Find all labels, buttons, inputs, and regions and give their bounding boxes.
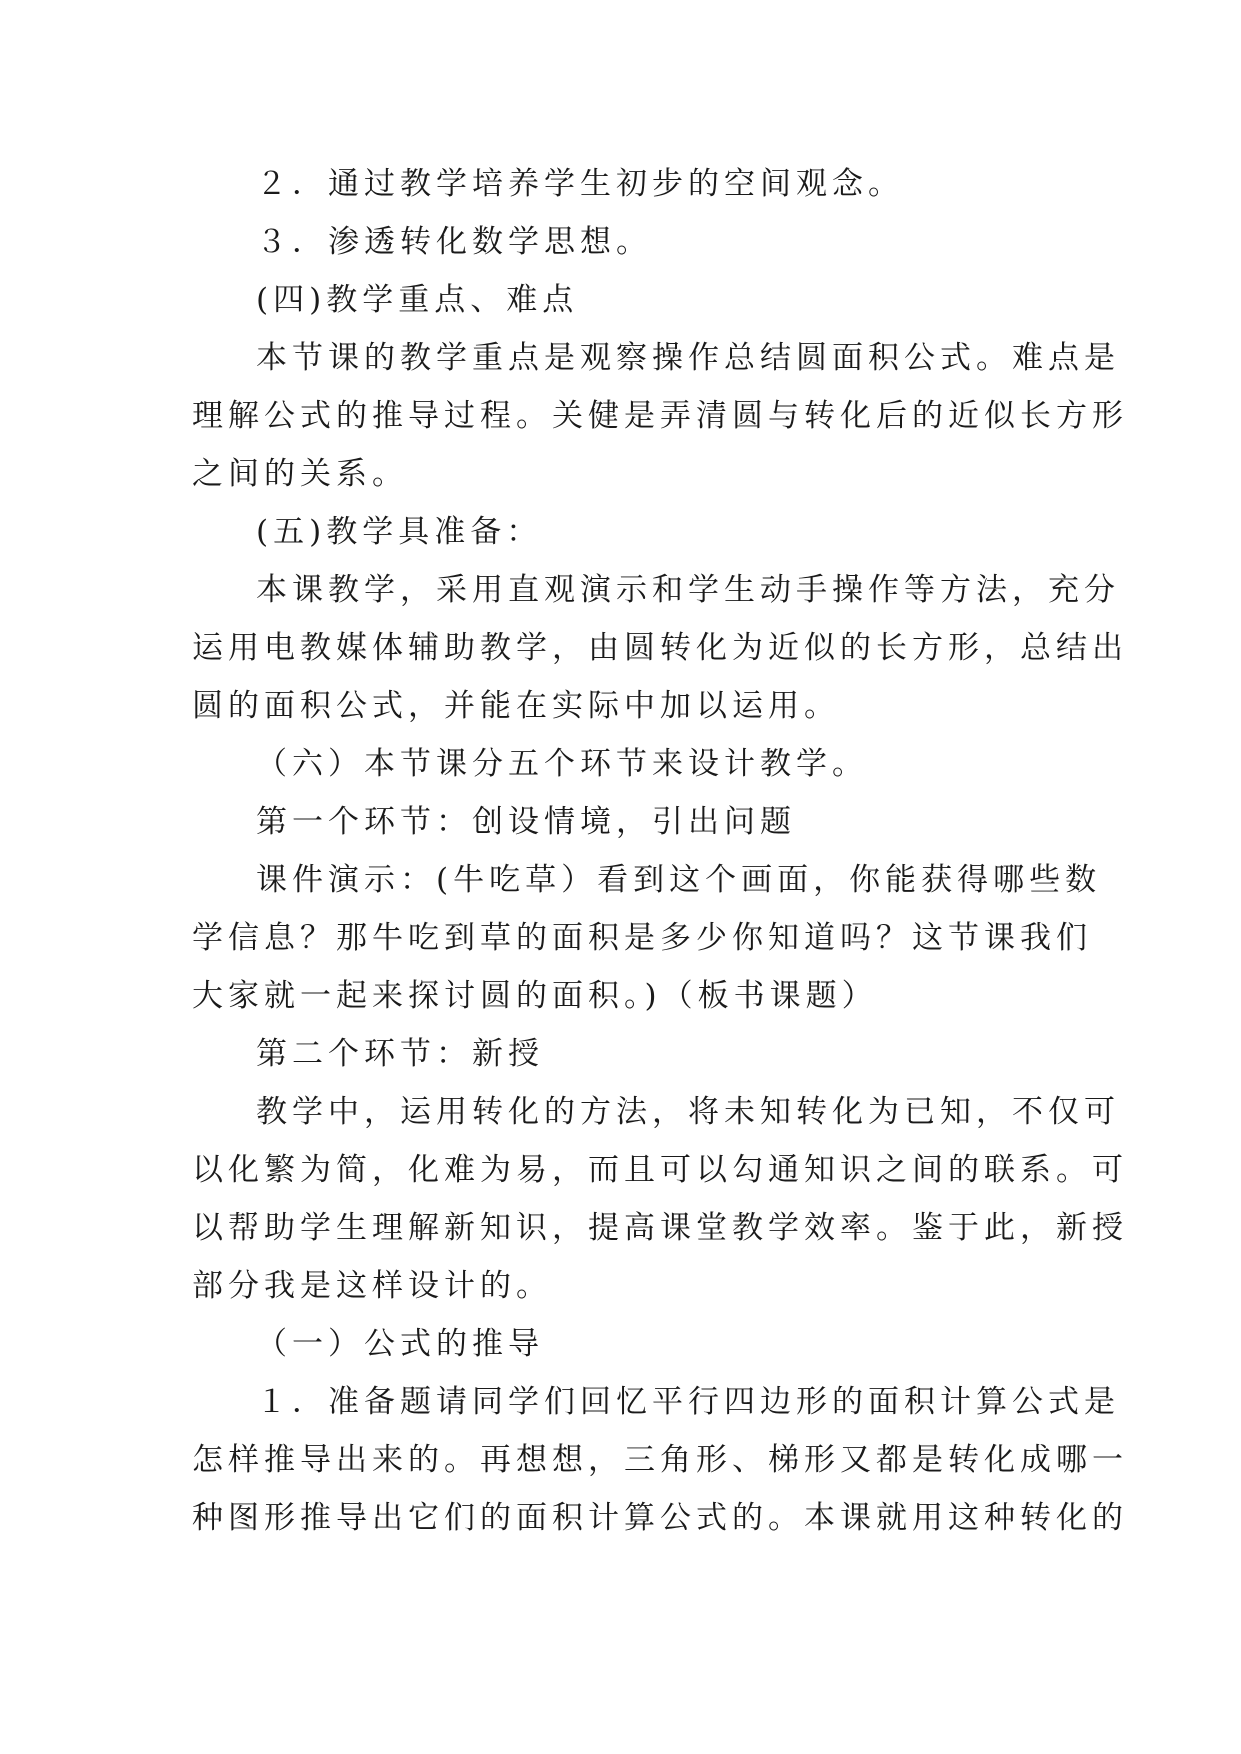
paragraph-line: 运用电教媒体辅助教学，由圆转化为近似的长方形，总结出 — [192, 630, 1128, 666]
section-heading: (四)教学重点、难点 — [256, 282, 579, 318]
paragraph-line: 之间的关系。 — [192, 456, 408, 492]
paragraph-line: 学信息？那牛吃到草的面积是多少你知道吗？这节课我们 — [192, 920, 1092, 956]
paragraph-line: ３．渗透转化数学思想。 — [256, 224, 652, 260]
paragraph-line: 部分我是这样设计的。 — [192, 1268, 552, 1304]
paragraph-line: 怎样推导出来的。再想想，三角形、梯形又都是转化成哪一 — [192, 1442, 1128, 1478]
paragraph-line: 理解公式的推导过程。关健是弄清圆与转化后的近似长方形 — [192, 398, 1128, 434]
section-heading: 第二个环节：新授 — [256, 1036, 544, 1072]
paragraph-line: 本课教学，采用直观演示和学生动手操作等方法，充分 — [256, 572, 1120, 608]
paragraph-line: 种图形推导出它们的面积计算公式的。本课就用这种转化的 — [192, 1500, 1128, 1536]
paragraph-line: 本节课的教学重点是观察操作总结圆面积公式。难点是 — [256, 340, 1120, 376]
paragraph-line: 以化繁为简，化难为易，而且可以勾通知识之间的联系。可 — [192, 1152, 1128, 1188]
section-heading: （一）公式的推导 — [256, 1326, 544, 1362]
section-heading: (五)教学具准备： — [256, 514, 543, 550]
section-heading: （六）本节课分五个环节来设计教学。 — [256, 746, 868, 782]
paragraph-line: 圆的面积公式，并能在实际中加以运用。 — [192, 688, 840, 724]
paragraph-line: 大家就一起来探讨圆的面积。)（板书课题） — [192, 978, 878, 1014]
paragraph-line: １．准备题请同学们回忆平行四边形的面积计算公式是 — [256, 1384, 1120, 1420]
paragraph-line: 教学中，运用转化的方法，将未知转化为已知，不仅可 — [256, 1094, 1120, 1130]
paragraph-line: ２．通过教学培养学生初步的空间观念。 — [256, 166, 904, 202]
paragraph-line: 以帮助学生理解新知识，提高课堂教学效率。鉴于此，新授 — [192, 1210, 1128, 1246]
paragraph-line: 课件演示：(牛吃草）看到这个画面，你能获得哪些数 — [256, 862, 1102, 898]
section-heading: 第一个环节：创设情境，引出问题 — [256, 804, 796, 840]
